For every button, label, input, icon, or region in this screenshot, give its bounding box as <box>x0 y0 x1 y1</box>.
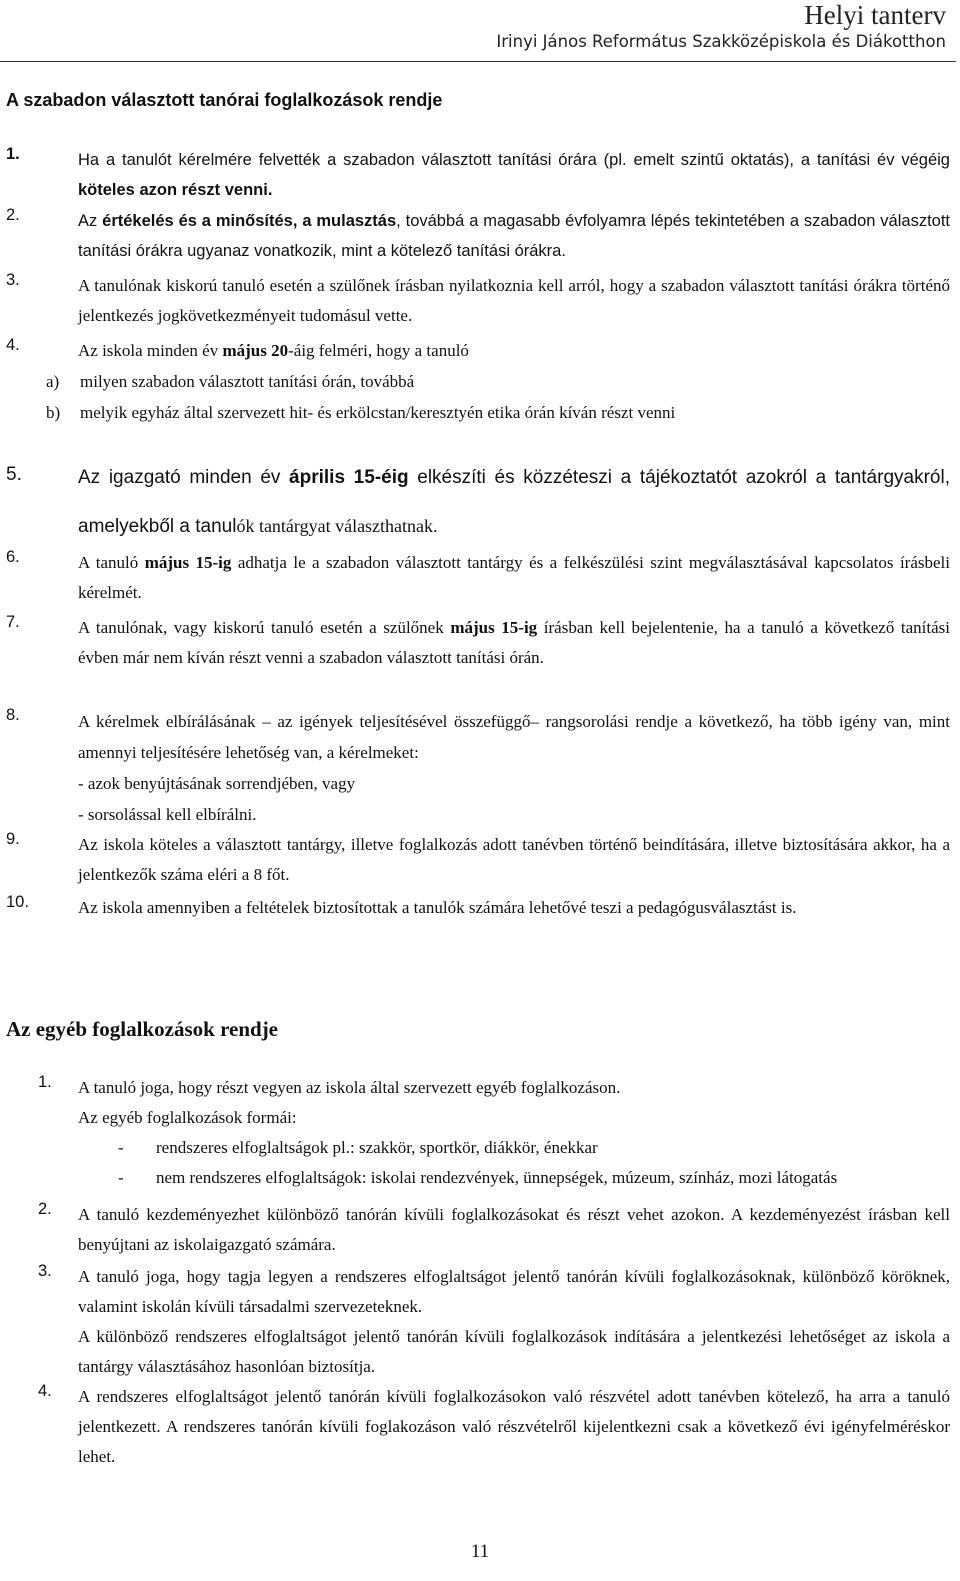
item-number: 3. <box>6 271 20 289</box>
item-text: A tanuló kezdeményezhet különböző tanórán kívüli foglalkozásokat és részt vehet azokon. A kezdeményezést írásban kell benyújtani az iskolaigazgató számára. <box>78 1205 950 1254</box>
list-item <box>6 206 950 266</box>
sub-item: a) milyen szabadon választott tanítási órán, továbbá <box>46 372 415 391</box>
list-item <box>6 706 950 830</box>
item-text: A tanuló május 15-ig adhatja le a szabadon választott tantárgy és a felkészülési szint megválasztásával kapcsolatos írásbeli kérelmét. <box>78 553 950 602</box>
item-number: 4. <box>38 1382 52 1400</box>
item-number: 10. <box>6 893 29 911</box>
item-number: 3. <box>38 1262 52 1280</box>
item-line: - azok benyújtásának sorrendjében, vagy <box>78 774 356 793</box>
item-number: 5. <box>6 464 22 485</box>
item-text: Az értékelés és a minősítés, a mulasztás, továbbá a magasabb évfolyamra lépés tekintetében a szabadon választott tanítási órákra ugyanaz vonatkozik, mint a kötelező tanítási órákra. <box>78 212 951 260</box>
list-item <box>6 454 950 551</box>
bullet-item: - rendszeres elfoglaltságok pl.: szakkör, sportkör, diákkör, énekkar <box>118 1138 598 1157</box>
header-divider <box>0 61 956 62</box>
list-item <box>6 271 950 331</box>
list-item <box>6 1262 950 1382</box>
item-text: Az iskola amennyiben a feltételek biztosítottak a tanulók számára lehetővé teszi a pedagógusválasztást is. <box>78 898 797 917</box>
item-number: 1. <box>38 1073 52 1091</box>
list-item <box>6 145 950 205</box>
section-title-other-activities: Az egyéb foglalkozások rendje <box>6 1017 279 1041</box>
list-item <box>6 1073 950 1193</box>
list-item <box>6 1200 950 1260</box>
item-text: A tanulónak, vagy kiskorú tanuló esetén a szülőnek május 15-ig írásban kell bejelentenie, ha a tanuló a következő tanítási évben már nem kíván részt venni a szabadon választott tanítási órán. <box>78 618 950 667</box>
item-number: 7. <box>6 613 20 631</box>
list-item <box>6 613 950 673</box>
header-title: Helyi tanterv <box>804 0 946 30</box>
bullet-item: - nem rendszeres elfoglaltságok: iskolai rendezvények, ünnepségek, múzeum, színház, mozi látogatás <box>118 1168 838 1187</box>
header-subtitle: Irinyi János Református Szakközépiskola és Diákotthon <box>496 32 946 51</box>
list-item <box>6 893 950 923</box>
sub-item: b) melyik egyház által szervezett hit- és erkölcstan/keresztyén etika órán kíván részt venni <box>46 403 676 422</box>
item-number: 9. <box>6 830 20 848</box>
item-text: A tanulónak kiskorú tanuló esetén a szülőnek írásban nyilatkoznia kell arról, hogy a szabadon választott tanítási órákra történő jelentkezés jogkövetkezményeit tudomásul vette. <box>78 276 950 325</box>
item-text: Az iskola minden év május 20-áig felméri, hogy a tanuló <box>78 341 469 360</box>
list-item <box>6 336 950 428</box>
item-number: 2. <box>6 206 20 224</box>
item-line: - sorsolással kell elbírálni. <box>78 805 257 824</box>
item-number: 8. <box>6 706 20 724</box>
item-text: A különböző rendszeres elfoglaltságot jelentő tanórán kívüli foglalkozások indítására a jelentkezési lehetőséget az iskola a tantárgy választásához hasonlóan biztosítja. <box>78 1327 950 1376</box>
page-number: 11 <box>470 1541 490 1562</box>
item-text: A kérelmek elbírálásának – az igények teljesítésével összefüggő– rangsorolási rendje a következő, ha több igény van, mint amennyi teljesítésére lehetőség van, a kérelmeket: <box>78 712 950 762</box>
item-number: 4. <box>6 336 20 354</box>
item-number: 6. <box>6 548 20 566</box>
item-text: Az iskola köteles a választott tantárgy, illetve foglalkozás adott tanévben történő beindítására, illetve biztosítására akkor, ha a jelentkezők száma eléri a 8 főt. <box>78 835 950 884</box>
item-number: 1. <box>6 145 20 163</box>
list-item <box>6 548 950 608</box>
item-text: A rendszeres elfoglaltságot jelentő tanórán kívüli foglalkozásokon való részvétel adott tanévben kötelező, ha arra a tanuló jelentkezett. A rendszeres tanórán kívüli foglakozáson való részvételről kijelentkezni csak a következő évi igényfelméréskor lehet. <box>78 1387 950 1466</box>
list-item <box>6 830 950 890</box>
page-header <box>496 0 946 52</box>
item-text: Az igazgató minden év április 15-éig elkészíti és közzéteszi a tájékoztatót azokról a tantárgyakról, amelyekből a tanulók tantárgyat választhatnak. <box>78 467 950 537</box>
item-number: 2. <box>38 1200 52 1218</box>
item-text: A tanuló joga, hogy részt vegyen az iskola által szervezett egyéb foglalkozáson. <box>78 1078 621 1097</box>
item-text: Ha a tanulót kérelmére felvették a szabadon választott tanítási órára (pl. emelt szintű oktatás), a tanítási év végéig köteles azon részt venni. <box>78 151 950 199</box>
forms-title: Az egyéb foglalkozások formái: <box>78 1108 297 1127</box>
list-item <box>6 1382 950 1472</box>
item-text: A tanuló joga, hogy tagja legyen a rendszeres elfoglaltságot jelentő tanórán kívüli foglalkozásoknak, különböző köröknek, valamint iskolán kívüli társadalmi szervezeteknek. <box>78 1267 950 1316</box>
section-title-optional-classes: A szabadon választott tanórai foglalkozások rendje <box>6 90 443 110</box>
